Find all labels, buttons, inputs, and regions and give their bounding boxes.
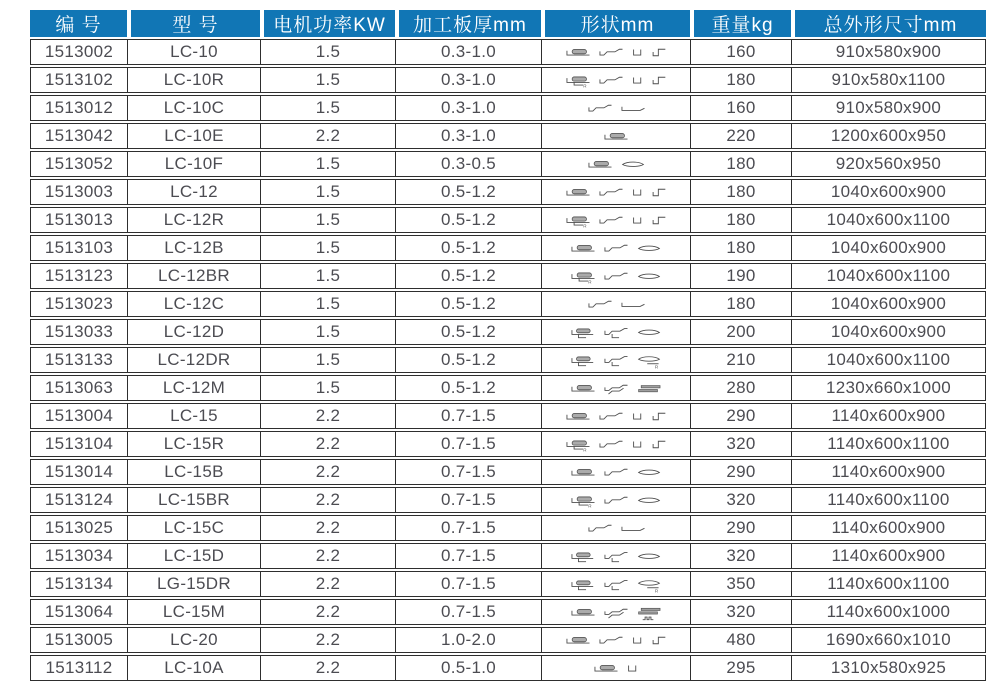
cell-code: 1513014	[30, 459, 127, 485]
shape-strip	[542, 124, 690, 148]
lens-profile-icon	[636, 268, 662, 285]
cell-dimensions: 1040x600x900	[791, 179, 986, 205]
flat-profile-icon	[620, 296, 646, 313]
cell-shapes	[541, 403, 690, 429]
u-profile-icon	[631, 44, 644, 61]
cell-weight: 200	[690, 319, 791, 345]
cell-weight: 180	[690, 67, 791, 93]
step-profile-icon	[651, 436, 667, 453]
shape-strip	[542, 432, 690, 456]
z-profile-icon	[598, 408, 624, 425]
z-profile-icon	[587, 520, 613, 537]
bead-profile-icon	[603, 128, 629, 145]
cell-power: 2.2	[260, 515, 395, 541]
cell-power: 1.5	[260, 39, 395, 65]
table-row	[30, 599, 986, 625]
cell-model: LC-12C	[127, 291, 260, 317]
column-header-shapes: 形状mm	[541, 10, 690, 37]
step-profile-icon	[651, 408, 667, 425]
cell-code: 1513063	[30, 375, 127, 401]
cell-thickness: 0.3-1.0	[395, 39, 541, 65]
z-profile-icon	[587, 296, 613, 313]
cell-dimensions: 910x580x900	[791, 39, 986, 65]
svg-text:R: R	[654, 587, 659, 593]
shape-strip	[542, 628, 690, 652]
cell-thickness: 0.5-1.2	[395, 319, 541, 345]
cell-code: 1513052	[30, 151, 127, 177]
step-profile-icon	[651, 212, 667, 229]
cell-model: LC-12	[127, 179, 260, 205]
bead-profile-icon	[565, 632, 591, 649]
cell-power: 2.2	[260, 123, 395, 149]
cell-model: LC-10E	[127, 123, 260, 149]
shape-strip	[542, 264, 690, 288]
shape-strip	[542, 96, 690, 120]
z-profile-icon	[598, 436, 624, 453]
bead-r-profile-icon	[570, 268, 596, 285]
bead-r-profile-icon	[570, 492, 596, 509]
cell-code: 1513112	[30, 655, 127, 681]
cell-weight: 190	[690, 263, 791, 289]
cell-weight: 295	[690, 655, 791, 681]
cell-power: 1.5	[260, 375, 395, 401]
cell-weight: 180	[690, 179, 791, 205]
table-row	[30, 151, 986, 177]
flat-profile-icon	[620, 100, 646, 117]
lens-profile-icon	[636, 324, 662, 341]
cell-code: 1513025	[30, 515, 127, 541]
lens-profile-icon	[636, 548, 662, 565]
cell-weight: 320	[690, 431, 791, 457]
cell-model: LC-15	[127, 403, 260, 429]
cell-dimensions: 1310x580x925	[791, 655, 986, 681]
cell-shapes	[541, 235, 690, 261]
cell-power: 2.2	[260, 487, 395, 513]
cell-shapes	[541, 67, 690, 93]
cell-model: LC-20	[127, 627, 260, 653]
cell-model: LC-12DR	[127, 347, 260, 373]
cell-code: 1513123	[30, 263, 127, 289]
column-header-code: 编 号	[30, 10, 127, 37]
u-profile-icon	[631, 212, 644, 229]
step-profile-icon	[651, 632, 667, 649]
cell-weight: 210	[690, 347, 791, 373]
cell-model: LC-10F	[127, 151, 260, 177]
svg-text:R: R	[588, 279, 592, 285]
cell-shapes	[541, 291, 690, 317]
cell-dimensions: 1230x660x1000	[791, 375, 986, 401]
table-row	[30, 263, 986, 289]
cell-power: 2.2	[260, 431, 395, 457]
table-row	[30, 571, 986, 597]
shape-strip	[542, 348, 690, 372]
cell-code: 1513023	[30, 291, 127, 317]
table-row	[30, 403, 986, 429]
cell-dimensions: 1140x600x1000	[791, 599, 986, 625]
cell-power: 1.5	[260, 319, 395, 345]
z-step-profile-icon	[603, 576, 629, 593]
table-row	[30, 431, 986, 457]
u-profile-icon	[631, 184, 644, 201]
cell-thickness: 0.7-1.5	[395, 431, 541, 457]
cell-code: 1513103	[30, 235, 127, 261]
cell-dimensions: 920x560x950	[791, 151, 986, 177]
cell-power: 1.5	[260, 347, 395, 373]
cell-thickness: 0.3-1.0	[395, 123, 541, 149]
column-header-dimensions: 总外形尺寸mm	[791, 10, 986, 37]
cell-code: 1513002	[30, 39, 127, 65]
cell-shapes	[541, 319, 690, 345]
z-profile-icon	[603, 464, 629, 481]
bead-step-profile-icon	[570, 576, 596, 593]
cell-dimensions: 1040x600x1100	[791, 347, 986, 373]
svg-text:R: R	[654, 363, 659, 369]
cell-weight: 480	[690, 627, 791, 653]
cell-shapes	[541, 375, 690, 401]
cell-shapes	[541, 571, 690, 597]
cell-weight: 160	[690, 39, 791, 65]
shape-strip	[542, 320, 690, 344]
shape-strip	[542, 544, 690, 568]
u-profile-icon	[631, 408, 644, 425]
cell-thickness: 0.5-1.2	[395, 207, 541, 233]
cell-thickness: 0.7-1.5	[395, 543, 541, 569]
zz-profile-icon	[603, 380, 629, 397]
bars-profile-icon	[636, 380, 662, 397]
lens-profile-icon	[620, 156, 646, 173]
shape-strip	[542, 40, 690, 64]
cell-thickness: 1.0-2.0	[395, 627, 541, 653]
product-spec-table	[30, 8, 986, 683]
bead-r-profile-icon	[565, 72, 591, 89]
lens-r-profile-icon	[636, 352, 662, 369]
bead-r-profile-icon	[565, 436, 591, 453]
lens-r-profile-icon	[636, 576, 662, 593]
cell-weight: 180	[690, 235, 791, 261]
z-step-profile-icon	[603, 324, 629, 341]
bead-profile-icon	[587, 156, 613, 173]
z-step-profile-icon	[603, 352, 629, 369]
bead-profile-icon	[565, 44, 591, 61]
table-row	[30, 235, 986, 261]
cell-weight: 290	[690, 403, 791, 429]
cell-thickness: 0.5-1.2	[395, 263, 541, 289]
cell-code: 1513033	[30, 319, 127, 345]
cell-model: LC-12BR	[127, 263, 260, 289]
cell-shapes	[541, 487, 690, 513]
z-profile-icon	[598, 184, 624, 201]
step-profile-icon	[651, 44, 667, 61]
shape-strip	[542, 488, 690, 512]
cell-dimensions: 1140x600x1100	[791, 571, 986, 597]
cell-weight: 180	[690, 291, 791, 317]
svg-text:R: R	[583, 83, 587, 89]
cell-code: 1513133	[30, 347, 127, 373]
cell-power: 1.5	[260, 263, 395, 289]
cell-code: 1513124	[30, 487, 127, 513]
cell-weight: 320	[690, 543, 791, 569]
cell-power: 2.2	[260, 403, 395, 429]
bead-profile-icon	[565, 408, 591, 425]
cell-thickness: 0.3-1.0	[395, 67, 541, 93]
cell-weight: 320	[690, 487, 791, 513]
lens-profile-icon	[636, 464, 662, 481]
z-profile-icon	[598, 72, 624, 89]
table-row	[30, 487, 986, 513]
cell-power: 1.5	[260, 179, 395, 205]
svg-text:R: R	[583, 447, 587, 453]
table-row	[30, 655, 986, 681]
table-row	[30, 375, 986, 401]
cell-thickness: 0.7-1.5	[395, 403, 541, 429]
cell-model: LC-10C	[127, 95, 260, 121]
cell-shapes	[541, 151, 690, 177]
zz-profile-icon	[603, 604, 629, 621]
bead-profile-icon	[570, 604, 596, 621]
cell-shapes	[541, 347, 690, 373]
cell-shapes	[541, 515, 690, 541]
shape-strip	[542, 516, 690, 540]
shape-strip	[542, 460, 690, 484]
cell-model: LC-15D	[127, 543, 260, 569]
cell-weight: 320	[690, 599, 791, 625]
table-row	[30, 319, 986, 345]
table-row	[30, 291, 986, 317]
cell-power: 1.5	[260, 291, 395, 317]
cell-model: LC-12B	[127, 235, 260, 261]
cell-dimensions: 1140x600x900	[791, 459, 986, 485]
z-profile-icon	[598, 632, 624, 649]
lens-profile-icon	[636, 492, 662, 509]
bars-wave-profile-icon	[636, 604, 662, 621]
cell-shapes	[541, 655, 690, 681]
cell-code: 1513042	[30, 123, 127, 149]
header-row	[30, 10, 986, 37]
u-profile-icon	[631, 632, 644, 649]
cell-dimensions: 910x580x900	[791, 95, 986, 121]
cell-weight: 220	[690, 123, 791, 149]
cell-model: LC-15C	[127, 515, 260, 541]
lens-profile-icon	[636, 240, 662, 257]
cell-model: LC-10R	[127, 67, 260, 93]
shape-strip	[542, 600, 690, 624]
shape-strip	[542, 656, 690, 680]
column-header-power: 电机功率KW	[260, 10, 395, 37]
bead-profile-icon	[570, 380, 596, 397]
cell-code: 1513005	[30, 627, 127, 653]
table-row	[30, 179, 986, 205]
z-profile-icon	[587, 100, 613, 117]
shape-strip	[542, 236, 690, 260]
cell-code: 1513102	[30, 67, 127, 93]
cell-shapes	[541, 459, 690, 485]
cell-thickness: 0.5-1.2	[395, 235, 541, 261]
table-row	[30, 67, 986, 93]
cell-code: 1513104	[30, 431, 127, 457]
shape-strip	[542, 152, 690, 176]
cell-model: LC-12M	[127, 375, 260, 401]
column-header-weight: 重量kg	[690, 10, 791, 37]
cell-dimensions: 1040x600x1100	[791, 207, 986, 233]
u-profile-icon	[631, 72, 644, 89]
cell-dimensions: 1140x600x1100	[791, 431, 986, 457]
cell-model: LC-15BR	[127, 487, 260, 513]
cell-dimensions: 1140x600x900	[791, 543, 986, 569]
bead-profile-icon	[570, 240, 596, 257]
cell-model: LC-12D	[127, 319, 260, 345]
cell-code: 1513064	[30, 599, 127, 625]
table-row	[30, 627, 986, 653]
shape-strip	[542, 376, 690, 400]
flat-profile-icon	[620, 520, 646, 537]
bead-profile-icon	[593, 660, 619, 677]
svg-text:R: R	[588, 503, 592, 509]
cell-model: LC-15M	[127, 599, 260, 625]
cell-model: LC-10A	[127, 655, 260, 681]
cell-code: 1513134	[30, 571, 127, 597]
table-row	[30, 123, 986, 149]
cell-power: 1.5	[260, 235, 395, 261]
table-row	[30, 543, 986, 569]
shape-strip	[542, 572, 690, 596]
u-profile-icon	[631, 436, 644, 453]
cell-power: 2.2	[260, 627, 395, 653]
cell-thickness: 0.7-1.5	[395, 459, 541, 485]
table-header	[30, 10, 986, 37]
cell-thickness: 0.5-1.2	[395, 179, 541, 205]
cell-power: 1.5	[260, 95, 395, 121]
cell-dimensions: 1040x600x900	[791, 235, 986, 261]
cell-thickness: 0.5-1.2	[395, 375, 541, 401]
cell-thickness: 0.7-1.5	[395, 487, 541, 513]
cell-model: LC-15B	[127, 459, 260, 485]
z-profile-icon	[603, 492, 629, 509]
cell-shapes	[541, 431, 690, 457]
bead-step-profile-icon	[570, 352, 596, 369]
shape-strip	[542, 404, 690, 428]
cell-thickness: 0.7-1.5	[395, 571, 541, 597]
table-row	[30, 515, 986, 541]
bead-step-profile-icon	[570, 324, 596, 341]
cell-weight: 290	[690, 515, 791, 541]
cell-power: 2.2	[260, 599, 395, 625]
cell-weight: 290	[690, 459, 791, 485]
table-row	[30, 347, 986, 373]
cell-dimensions: 1140x600x1100	[791, 487, 986, 513]
cell-dimensions: 1690x660x1010	[791, 627, 986, 653]
cell-code: 1513003	[30, 179, 127, 205]
z-profile-icon	[603, 268, 629, 285]
cell-weight: 160	[690, 95, 791, 121]
cell-code: 1513012	[30, 95, 127, 121]
cell-power: 1.5	[260, 151, 395, 177]
cell-code: 1513004	[30, 403, 127, 429]
cell-thickness: 0.7-1.5	[395, 599, 541, 625]
column-header-thickness: 加工板厚mm	[395, 10, 541, 37]
cell-power: 2.2	[260, 543, 395, 569]
bead-step-profile-icon	[570, 548, 596, 565]
cell-thickness: 0.7-1.5	[395, 515, 541, 541]
table-row	[30, 95, 986, 121]
cell-power: 2.2	[260, 655, 395, 681]
z-profile-icon	[598, 212, 624, 229]
cell-code: 1513034	[30, 543, 127, 569]
cell-weight: 180	[690, 207, 791, 233]
shape-strip	[542, 208, 690, 232]
cell-shapes	[541, 627, 690, 653]
cell-power: 1.5	[260, 207, 395, 233]
cell-dimensions: 1140x600x900	[791, 403, 986, 429]
cell-weight: 280	[690, 375, 791, 401]
cell-shapes	[541, 95, 690, 121]
cell-shapes	[541, 179, 690, 205]
cell-model: LC-12R	[127, 207, 260, 233]
bead-profile-icon	[570, 464, 596, 481]
cell-dimensions: 1140x600x900	[791, 515, 986, 541]
table-row	[30, 39, 986, 65]
cell-weight: 180	[690, 151, 791, 177]
cell-power: 2.2	[260, 459, 395, 485]
cell-thickness: 0.3-0.5	[395, 151, 541, 177]
cell-thickness: 0.5-1.2	[395, 291, 541, 317]
cell-dimensions: 1040x600x900	[791, 319, 986, 345]
cell-shapes	[541, 599, 690, 625]
cell-power: 2.2	[260, 571, 395, 597]
cell-shapes	[541, 263, 690, 289]
z-profile-icon	[603, 240, 629, 257]
cell-dimensions: 910x580x1100	[791, 67, 986, 93]
z-profile-icon	[598, 44, 624, 61]
cell-dimensions: 1040x600x900	[791, 291, 986, 317]
cell-model: LC-15R	[127, 431, 260, 457]
cell-dimensions: 1200x600x950	[791, 123, 986, 149]
table-row	[30, 207, 986, 233]
bead-r-profile-icon	[565, 212, 591, 229]
cell-thickness: 0.5-1.2	[395, 347, 541, 373]
z-step-profile-icon	[603, 548, 629, 565]
step-profile-icon	[651, 184, 667, 201]
cell-thickness: 0.5-1.0	[395, 655, 541, 681]
cell-power: 1.5	[260, 67, 395, 93]
cell-code: 1513013	[30, 207, 127, 233]
table-body	[30, 39, 986, 681]
cell-model: LC-10	[127, 39, 260, 65]
bead-profile-icon	[565, 184, 591, 201]
cell-thickness: 0.3-1.0	[395, 95, 541, 121]
shape-strip	[542, 68, 690, 92]
shape-strip	[542, 180, 690, 204]
cell-shapes	[541, 39, 690, 65]
cell-shapes	[541, 207, 690, 233]
step-profile-icon	[651, 72, 667, 89]
column-header-model: 型 号	[127, 10, 260, 37]
table-row	[30, 459, 986, 485]
cell-model: LG-15DR	[127, 571, 260, 597]
cell-shapes	[541, 543, 690, 569]
shape-strip	[542, 292, 690, 316]
svg-text:R: R	[583, 223, 587, 229]
cell-dimensions: 1040x600x1100	[791, 263, 986, 289]
u-profile-icon	[626, 660, 639, 677]
cell-shapes	[541, 123, 690, 149]
cell-weight: 350	[690, 571, 791, 597]
